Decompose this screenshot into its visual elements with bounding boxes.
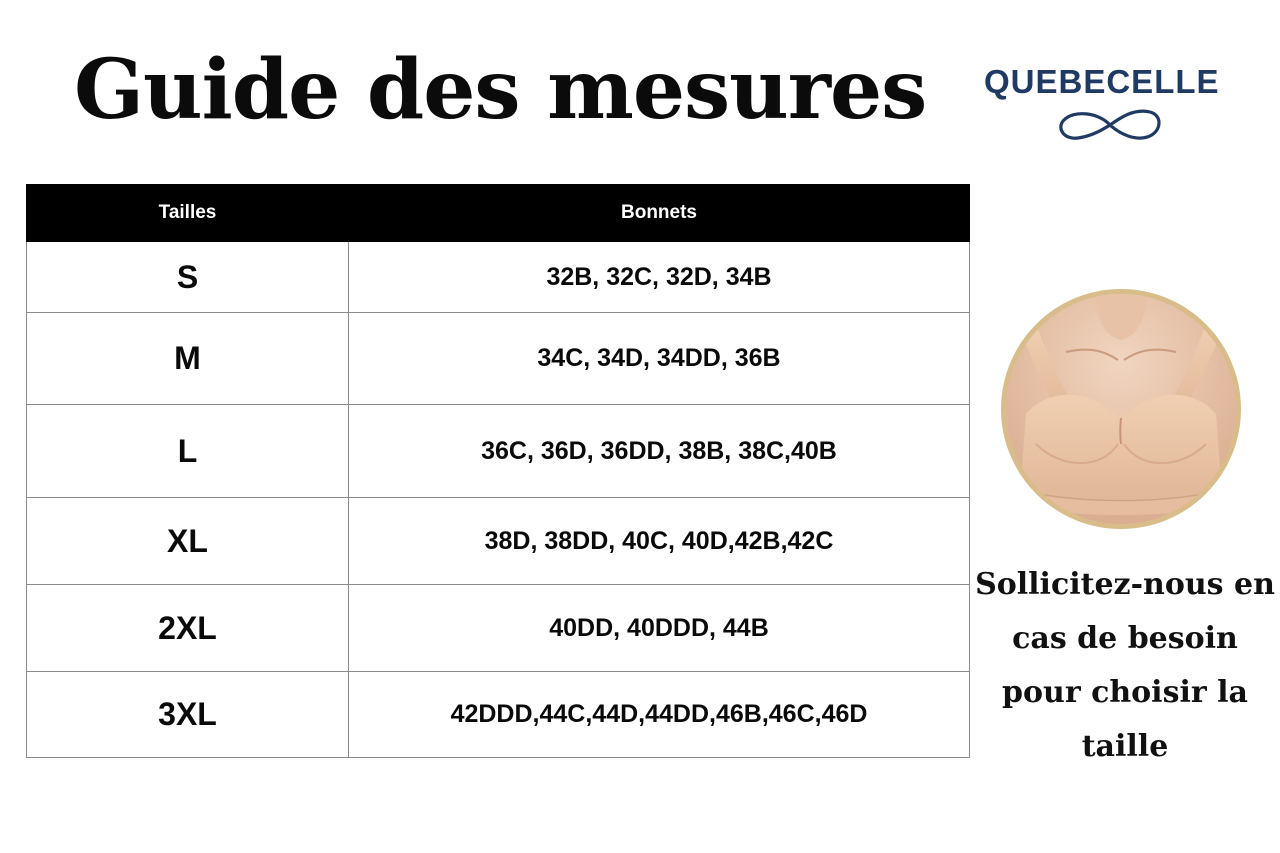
brand-logo-text: QUEBECELLE bbox=[984, 63, 1220, 100]
table-row bbox=[27, 405, 970, 498]
page-title: Guide des mesures bbox=[74, 42, 927, 138]
product-photo bbox=[1001, 289, 1241, 529]
size-cell: 3XL bbox=[27, 672, 349, 758]
size-cell: L bbox=[27, 405, 349, 498]
table-row bbox=[27, 242, 970, 313]
cups-cell: 32B, 32C, 32D, 34B bbox=[349, 242, 970, 313]
size-guide-table bbox=[26, 184, 970, 758]
brand-logo bbox=[984, 62, 1234, 152]
table-row bbox=[27, 313, 970, 405]
cups-cell: 38D, 38DD, 40C, 40D,42B,42C bbox=[349, 498, 970, 585]
cups-cell: 34C, 34D, 34DD, 36B bbox=[349, 313, 970, 405]
bra-product-photo-icon bbox=[1006, 294, 1236, 524]
size-cell: 2XL bbox=[27, 585, 349, 672]
size-cell: S bbox=[27, 242, 349, 313]
cups-cell: 42DDD,44C,44D,44DD,46B,46C,46D bbox=[349, 672, 970, 758]
table-row bbox=[27, 498, 970, 585]
table-row bbox=[27, 672, 970, 758]
table-row bbox=[27, 585, 970, 672]
size-cell: XL bbox=[27, 498, 349, 585]
table-header-row bbox=[27, 185, 970, 242]
header-tailles: Tailles bbox=[27, 185, 349, 242]
help-note: Sollicitez-nous en cas de besoin pour choisir la taille bbox=[975, 567, 1275, 764]
header-bonnets: Bonnets bbox=[349, 185, 970, 242]
cups-cell: 36C, 36D, 36DD, 38B, 38C,40B bbox=[349, 405, 970, 498]
infinity-icon bbox=[1054, 106, 1166, 144]
cups-cell: 40DD, 40DDD, 44B bbox=[349, 585, 970, 672]
size-cell: M bbox=[27, 313, 349, 405]
